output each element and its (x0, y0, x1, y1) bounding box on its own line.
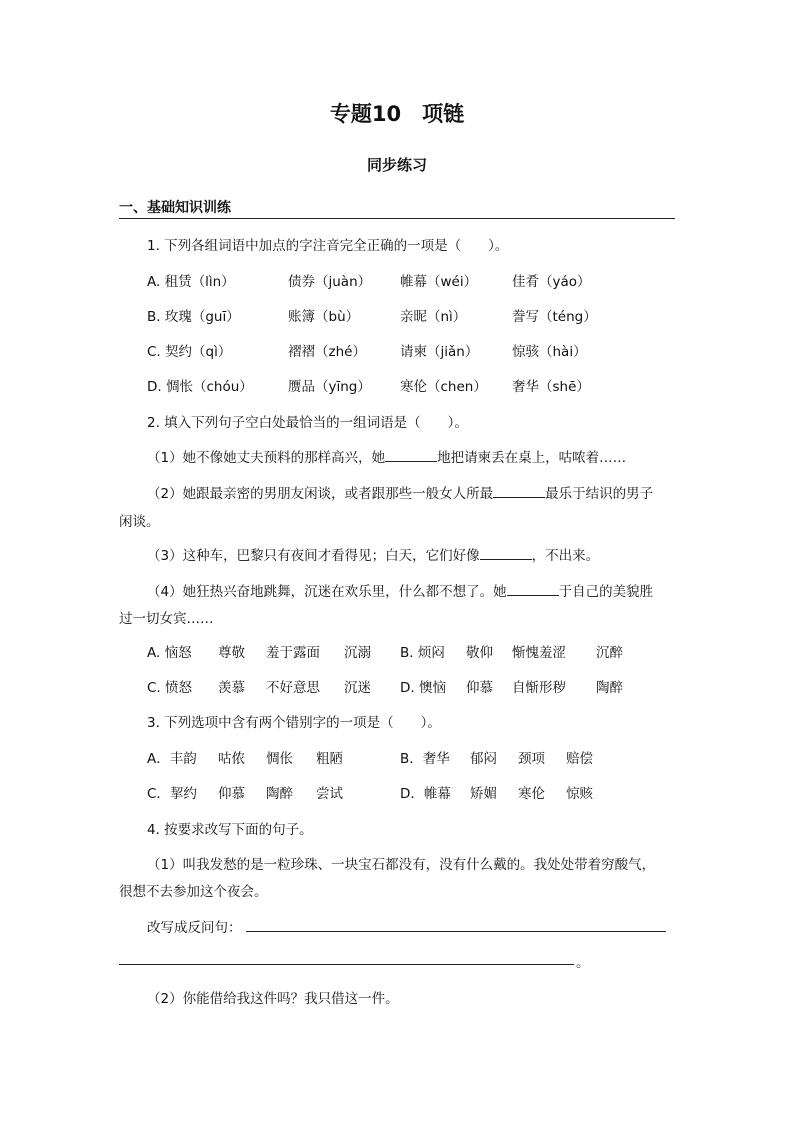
q1-option-d-4: 奢华（shē） (512, 379, 590, 395)
q2-option-c-label: C. 愤怒 (147, 680, 193, 696)
q4-answer-line-2[interactable] (119, 964, 574, 965)
q3-option-c-4: 尝试 (316, 786, 343, 802)
page-subtitle: 同步练习 (366, 156, 427, 174)
q2-s1-text-b: 地把请柬丢在桌上，咕哝着…… (437, 450, 627, 466)
q2-option-d-4: 陶醉 (596, 680, 623, 696)
q1-option-d-3: 寒伦（chen） (400, 379, 487, 395)
q3-option-d-3: 寒伦 (518, 786, 545, 802)
q2-sentence-3 (147, 544, 599, 564)
q2-s3-text-b: ，不出来。 (531, 548, 600, 564)
question-2-stem: 2. 填入下列句子空白处最恰当的一组词语是（ ）。 (147, 415, 468, 431)
q1-option-d-1: D. 惆怅（chóu） (147, 379, 253, 395)
q2-s4-text-c: 过一切女宾…… (119, 611, 214, 627)
q1-option-c-4: 惊骇（hài） (512, 344, 587, 360)
q2-option-b-2: 敬仰 (466, 645, 493, 661)
q2-sentence-4 (147, 580, 653, 600)
q1-option-b-4: 誊写（téng） (512, 309, 597, 325)
q2-s2-text-a: （2）她跟最亲密的男朋友闲谈，或者跟那些一般女人所最 (147, 486, 494, 502)
q2-s4-text-a: （4）她狂热兴奋地跳舞，沉迷在欢乐里，什么都不想了。她 (147, 584, 507, 600)
q1-option-b-1: B. 玫瑰（guī） (147, 309, 240, 325)
q3-option-b-3: 颈项 (518, 751, 545, 767)
q2-option-c-3: 不好意思 (266, 680, 320, 696)
question-4-stem: 4. 按要求改写下面的句子。 (147, 822, 313, 838)
q2-option-c-4: 沉迷 (344, 680, 371, 696)
q1-option-a-1: A. 租赁（lìn） (147, 274, 235, 290)
page-title: 专题10 项链 (329, 102, 465, 126)
q2-s1-text-a: （1）她不像她丈夫预料的那样高兴，她 (147, 450, 386, 466)
q2-option-b-label: B. 烦闷 (400, 645, 445, 661)
q4-s2: （2）你能借给我这件吗？我只借这一件。 (147, 991, 399, 1007)
q2-option-d-label: D. 懊恼 (400, 680, 446, 696)
q2-s4-text-b: 于自己的美貌胜 (558, 584, 654, 600)
q3-option-d-4: 惊赅 (566, 786, 593, 802)
q4-s1-line-2: 很想不去参加这个夜会。 (119, 884, 268, 900)
q4-s1-line-1: （1）叫我发愁的是一粒珍珠、一块宝石都没有，没有什么戴的。我处处带着穷酸气， (147, 857, 656, 873)
q3-option-a-2: 咕侬 (218, 751, 245, 767)
q2-option-a-2: 尊敬 (218, 645, 245, 661)
q3-option-c-2: 仰慕 (218, 786, 245, 802)
q2-s2-text-b: 最乐于结识的男子 (545, 486, 654, 502)
q2-s2-text-c: 闲谈。 (119, 514, 160, 530)
q2-s4-blank (507, 583, 559, 596)
q2-option-d-2: 仰慕 (466, 680, 493, 696)
q2-option-b-3: 惭愧羞涩 (512, 645, 566, 661)
q4-rewrite-label: 改写成反问句： (147, 920, 242, 936)
q1-option-b-2: 账簿（bù） (288, 309, 360, 325)
q3-option-a-3: 惆伥 (266, 751, 293, 767)
section-heading: 一、基础知识训练 (119, 200, 231, 216)
q1-option-b-3: 亲昵（nì） (400, 309, 467, 325)
q3-option-a-label: A．丰韵 (147, 751, 197, 767)
q2-s3-blank (480, 547, 532, 560)
question-1-stem: 1. 下列各组词语中加点的字注音完全正确的一项是（ ）。 (147, 238, 509, 254)
q2-option-a-4: 沉溺 (344, 645, 371, 661)
q2-s2-blank (493, 485, 545, 498)
q1-option-c-3: 请柬（jiǎn） (400, 344, 479, 360)
q3-option-b-4: 赔偿 (566, 751, 593, 767)
q2-s1-blank (385, 449, 437, 462)
q2-option-c-2: 羡慕 (218, 680, 245, 696)
q3-option-c-3: 陶醉 (266, 786, 293, 802)
q1-option-c-1: C. 契约（qì） (147, 344, 232, 360)
q2-option-b-4: 沉醉 (596, 645, 623, 661)
q1-option-a-4: 佳肴（yáo） (512, 274, 591, 290)
q2-option-a-label: A. 恼怒 (147, 645, 192, 661)
q4-answer-line-1[interactable] (246, 931, 666, 932)
q3-option-b-label: B．奢华 (400, 751, 450, 767)
q2-s3-text-a: （3）这种车，巴黎只有夜间才看得见；白天，它们好像 (147, 548, 480, 564)
q3-option-d-label: D．帷幕 (400, 786, 451, 802)
q3-option-c-label: C．挈约 (147, 786, 197, 802)
q4-answer-end-mark: 。 (576, 955, 590, 971)
q2-sentence-2 (147, 482, 653, 502)
q3-option-b-2: 郁闷 (470, 751, 497, 767)
q1-option-a-2: 债券（juàn） (288, 274, 372, 290)
q2-option-a-3: 羞于露面 (266, 645, 320, 661)
q1-option-d-2: 赝品（yīng） (288, 379, 371, 395)
section-divider (119, 218, 675, 219)
question-3-stem: 3. 下列选项中含有两个错别字的一项是（ ）。 (147, 715, 441, 731)
q1-option-a-3: 帷幕（wéi） (400, 274, 478, 290)
q3-option-a-4: 粗陋 (316, 751, 343, 767)
q3-option-d-2: 矫媚 (470, 786, 497, 802)
q2-option-d-3: 自惭形秽 (512, 680, 566, 696)
q1-option-c-2: 褶褶（zhé） (288, 344, 366, 360)
q2-sentence-1 (147, 446, 626, 466)
